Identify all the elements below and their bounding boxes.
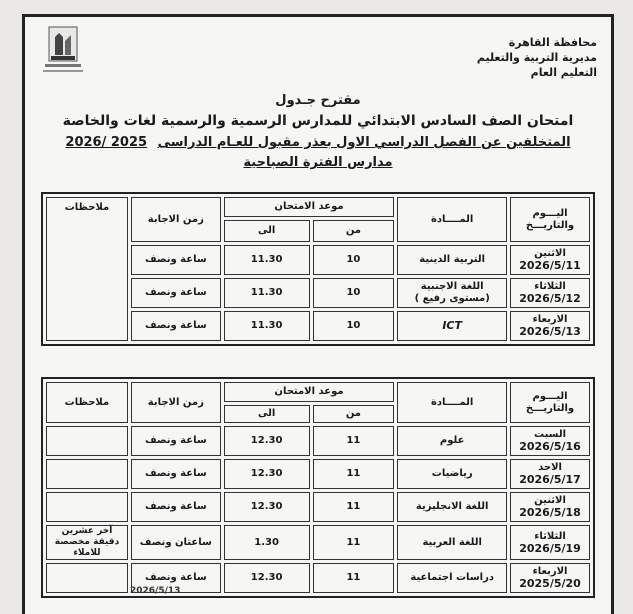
notes-cell — [46, 459, 128, 489]
subject-cell: التربية الدينية — [397, 245, 507, 275]
department-label: التعليم العام — [530, 66, 597, 79]
exam-title: امتحان الصف السادس الابتدائي للمدارس الرسمية والرسمية لغات والخاصة — [62, 113, 574, 129]
subject-cell: اللغة الاجنبية (مستوى رفيع ) — [397, 278, 507, 308]
day-date-cell: الثلاثاء 2026/5/12 — [510, 278, 590, 308]
day-date-header: اليـــوم والتاريـــخ — [510, 197, 590, 242]
proposal-title: مقترح جـدول — [275, 93, 361, 108]
table-row — [46, 525, 590, 560]
to-cell: 11.30 — [224, 245, 310, 275]
to-cell: 12.30 — [224, 459, 310, 489]
absentees-text: المتخلفين عن الفصل الدراسي الاول بعذر مقبول للعـام الدراسى — [157, 135, 571, 150]
day-date-cell: الاثنين 2026/5/11 — [510, 245, 590, 275]
subject-cell: اللغة الانجليزية — [397, 492, 507, 522]
day-date-cell: السبت 2026/5/16 — [510, 426, 590, 456]
table-row — [46, 459, 590, 489]
subject-cell: دراسات اجتماعية — [397, 563, 507, 593]
subject-cell: اللغة العربية — [397, 525, 507, 560]
notes-cell — [46, 563, 128, 593]
from-header: من — [313, 405, 395, 423]
academic-year: 2026/ 2025 — [65, 135, 148, 150]
to-cell: 11.30 — [224, 278, 310, 308]
exam-time-header: موعد الامتحان — [224, 197, 395, 217]
duration-cell: ساعة ونصف — [131, 311, 221, 341]
table-row — [46, 426, 590, 456]
header-block — [477, 35, 597, 80]
from-cell: 11 — [313, 525, 395, 560]
morning-schools-title: مدارس الفترة الصباحية — [243, 155, 393, 170]
duration-cell: ساعة ونصف — [131, 426, 221, 456]
duration-cell: ساعة ونصف — [131, 563, 221, 593]
day-date-cell: الاثنين 2026/5/18 — [510, 492, 590, 522]
from-cell: 11 — [313, 459, 395, 489]
day-date-cell: الثلاثاء 2026/5/19 — [510, 525, 590, 560]
subject-header: المــــادة — [397, 382, 507, 423]
duration-header: زمن الاجابة — [131, 197, 221, 242]
duration-cell: ساعة ونصف — [131, 278, 221, 308]
from-cell: 11 — [313, 563, 395, 593]
schedule-table-1 — [41, 192, 595, 346]
notes-cell — [46, 426, 128, 456]
directorate-label: مديرية التربية والتعليم — [476, 51, 597, 64]
duration-header: زمن الاجابة — [131, 382, 221, 423]
from-cell: 10 — [313, 311, 395, 341]
duration-cell: ساعة ونصف — [131, 245, 221, 275]
duration-cell: ساعتان ونصف — [131, 525, 221, 560]
duration-cell: ساعة ونصف — [131, 459, 221, 489]
subject-cell: رياضيات — [397, 459, 507, 489]
notes-cell — [46, 492, 128, 522]
exam-time-header: موعد الامتحان — [224, 382, 395, 402]
table-row — [46, 563, 590, 593]
to-cell: 12.30 — [224, 492, 310, 522]
document-sheet — [22, 14, 614, 614]
to-header: الى — [224, 220, 310, 242]
schedule-table-2 — [41, 377, 595, 598]
absentees-title — [25, 132, 611, 153]
day-date-header: اليـــوم والتاريـــخ — [510, 382, 590, 423]
subject-cell: علوم — [397, 426, 507, 456]
day-date-cell: الاربعاء 2025/5/20 — [510, 563, 590, 593]
subject-cell: ICT — [397, 311, 507, 341]
day-date-cell: الاحد 2026/5/17 — [510, 459, 590, 489]
footer-note: 2026/5/13 — [130, 586, 181, 596]
governorate-label: محافظة القاهرة — [508, 36, 597, 49]
notes-header: ملاحظات — [46, 197, 128, 341]
directorate-logo-icon — [39, 23, 87, 81]
subject-header: المــــادة — [397, 197, 507, 242]
notes-cell: آخر عشرين دقيقة مخصصة للاملاء — [46, 525, 128, 560]
to-header: الى — [224, 405, 310, 423]
from-cell: 10 — [313, 245, 395, 275]
title-block — [25, 91, 611, 173]
notes-header: ملاحظات — [46, 382, 128, 423]
day-date-cell: الاربعاء 2026/5/13 — [510, 311, 590, 341]
from-header: من — [313, 220, 395, 242]
to-cell: 12.30 — [224, 563, 310, 593]
from-cell: 11 — [313, 426, 395, 456]
duration-cell: ساعة ونصف — [131, 492, 221, 522]
to-cell: 12.30 — [224, 426, 310, 456]
to-cell: 1.30 — [224, 525, 310, 560]
table-row — [46, 492, 590, 522]
to-cell: 11.30 — [224, 311, 310, 341]
from-cell: 11 — [313, 492, 395, 522]
from-cell: 10 — [313, 278, 395, 308]
